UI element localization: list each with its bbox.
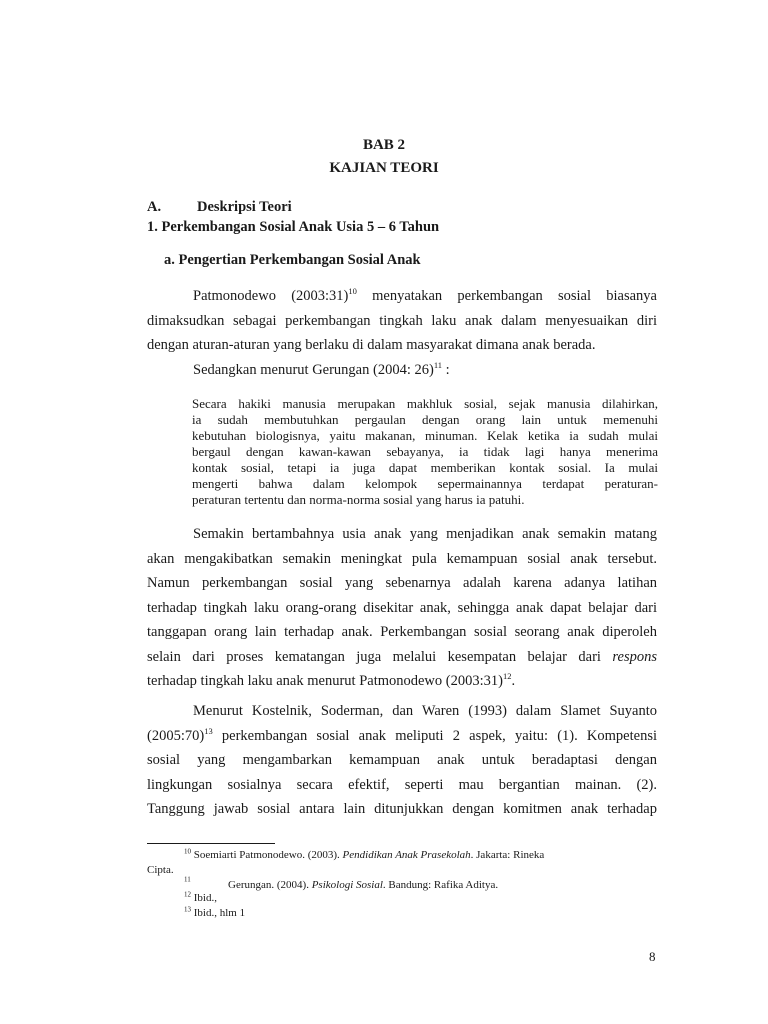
page-number: 8 [649,949,656,964]
footnote-ref-12: 12 [502,671,512,682]
chapter-title: KAJIAN TEORI [329,160,439,176]
footnote-ref-10: 10 [348,286,357,297]
footnote-separator [147,843,275,844]
quote-introduction: Sedangkan menurut Gerungan (2004: 26)$^{11}$ : [193,360,450,378]
paragraph-usia-anak [147,522,657,694]
subsubsection-heading: a. Pengertian Perkembangan Sosial Anak [164,252,421,268]
section-heading: Deskripsi Teori [197,199,292,215]
para3-line-3: sosial yang mengambarkan kemampuan anak untuk beradaptasi dengan [147,752,657,768]
para2-line-3: Namun perkembangan sosial yang sebenarnya adalah karena adanya latihan [147,575,657,591]
footnote-ref-13: 13 [204,725,213,736]
quote-line: mengerti bahwa dalam kelompok sepermainannya terdapat peraturan- [192,476,658,491]
para2-line-7: terhadap tingkah laku anak menurut Patmonodewo (2003:31)$^{12}$. [147,671,516,689]
quote-line: Secara hakiki manusia merupakan makhluk sosial, sejak manusia dilahirkan, [192,396,658,411]
paragraph-kostelnik [147,699,657,822]
para2-line-4: terhadap tingkah laku orang-orang disekitar anak, sehingga anak dapat belajar dari [147,599,657,616]
quote-line: kebutuhan biologisnya, yaitu makanan, minuman. Kelak ketika ia sudah mulai [192,428,658,443]
footnote-11: Gerungan. (2004). Psikologi Sosial. Bandung: Rafika Aditya. [228,879,499,891]
para3-line-2: (2005:70)$^{13}$ perkembangan sosial anak meliputi 2 aspek, yaitu: (1). Kompetensi [147,725,657,744]
section-letter: A. [147,199,162,215]
para1-line-3: dengan aturan-aturan yang berlaku di dalam masyarakat dimana anak berada. [147,337,596,353]
para3-line-4: lingkungan sosialnya secara efektif, seperti mau bergantian mainan. (2). [147,776,657,793]
quote-line: peraturan tertentu dan norma-norma sosial yang harus ia patuhi. [192,492,525,507]
subsection-heading: 1. Perkembangan Sosial Anak Usia 5 – 6 Tahun [147,219,440,235]
quote-line: bergaul dengan kawan-kawan sebayanya, ia tidak lagi hanya menerima [192,444,658,459]
quote-line: ia sudah membutuhkan pergaulan dengan orang lain untuk memenuhi [192,412,658,427]
footnote-11-number: 11 [184,875,191,884]
block-quote [192,396,658,508]
para2-line-1: Semakin bertambahnya usia anak yang menjadikan anak semakin matang [193,526,657,542]
para3-line-5: Tanggung jawab sosial antara lain ditunjukkan dengan komitmen anak terhadap [147,801,657,817]
para3-line-1: Menurut Kostelnik, Soderman, dan Waren (1993) dalam Slamet Suyanto [193,703,657,719]
italic-term: respons [612,648,657,665]
footnote-ref-11: 11 [433,360,442,371]
para1-line-1: Patmonodewo (2003:31)$^{10}$ menyatakan perkembangan sosial biasanya [193,286,657,304]
para2-line-6: selain dari proses kematangan juga melalui kesempatan belajar dari respons [147,648,657,665]
paragraph-patmonodewo [147,284,657,358]
footnote-12: $^{12}$ Ibid., [184,890,217,904]
para2-line-2: akan mengakibatkan semakin meningkat pula kemampuan sosial anak tersebut. [147,550,657,567]
para1-line-2: dimaksudkan sebagai perkembangan tingkah laku anak dalam menyesuaikan diri [147,312,657,329]
quote-line: kontak sosial, tetapi ia juga dapat memberikan kontak sosial. Ia mulai [192,460,658,475]
footnote-13: $^{13}$ Ibid., hlm 1 [184,905,246,919]
footnote-10-continuation: Cipta. [147,864,174,876]
footnote-10: $^{10}$ Soemiarti Patmonodewo. (2003). Pendidikan Anak Prasekolah. Jakarta: Rineka [184,847,545,861]
chapter-number: BAB 2 [362,137,406,153]
para2-line-5: tanggapan orang lain terhadap anak. Perkembangan sosial seorang anak diperoleh [147,624,657,640]
